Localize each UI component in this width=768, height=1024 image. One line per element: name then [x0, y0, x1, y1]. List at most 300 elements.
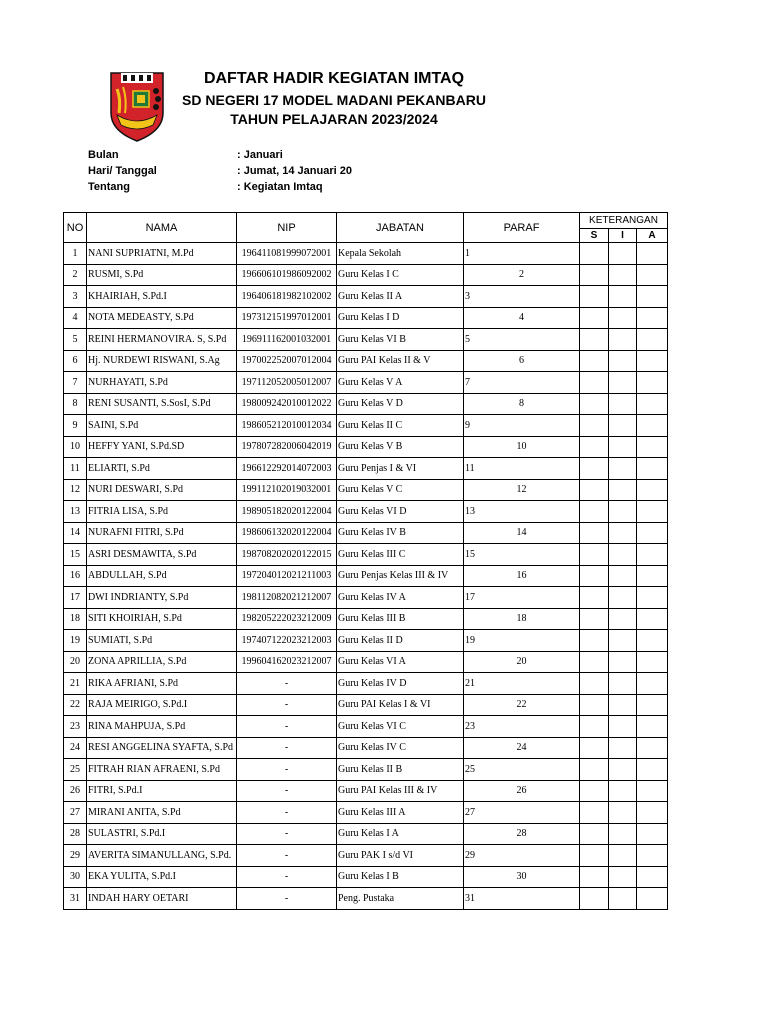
ket-s[interactable] [580, 780, 609, 802]
row-nama: RUSMI, S.Pd [87, 264, 237, 286]
row-paraf: 15 [464, 544, 580, 566]
table-row [64, 350, 668, 372]
ket-a[interactable] [637, 608, 668, 630]
row-nip: - [237, 888, 337, 910]
ket-a[interactable] [637, 436, 668, 458]
row-nama: NOTA MEDEASTY, S.Pd [87, 307, 237, 329]
ket-s[interactable] [580, 501, 609, 523]
table-row [64, 694, 668, 716]
ket-a[interactable] [637, 329, 668, 351]
row-jabatan: Guru Kelas V C [337, 479, 464, 501]
row-paraf: 2 [464, 264, 580, 286]
row-jabatan: Guru PAI Kelas III & IV [337, 780, 464, 802]
row-jabatan: Guru Kelas I D [337, 307, 464, 329]
row-nip: - [237, 780, 337, 802]
row-nip: 196606101986092002 [237, 264, 337, 286]
table-row [64, 780, 668, 802]
ket-a[interactable] [637, 651, 668, 673]
ket-a[interactable] [637, 694, 668, 716]
row-no: 4 [64, 307, 87, 329]
row-jabatan: Guru Kelas II B [337, 759, 464, 781]
ket-i[interactable] [609, 264, 637, 286]
row-jabatan: Guru Kelas I C [337, 264, 464, 286]
row-nama: INDAH HARY OETARI [87, 888, 237, 910]
row-paraf: 26 [464, 780, 580, 802]
ket-s[interactable] [580, 479, 609, 501]
ket-i[interactable] [609, 350, 637, 372]
ket-s[interactable] [580, 651, 609, 673]
table-row [64, 673, 668, 695]
row-jabatan: Guru Kelas V A [337, 372, 464, 394]
row-paraf: 29 [464, 845, 580, 867]
row-no: 29 [64, 845, 87, 867]
row-jabatan: Guru Kelas III C [337, 544, 464, 566]
meta-label: Tentang [88, 181, 130, 193]
table-row [64, 587, 668, 609]
row-jabatan: Guru PAK I s/d VI [337, 845, 464, 867]
ket-s[interactable] [580, 673, 609, 695]
row-nama: ABDULLAH, S.Pd [87, 565, 237, 587]
meta-label: Bulan [88, 149, 119, 161]
table-row [64, 415, 668, 437]
row-nama: ASRI DESMAWITA, S.Pd [87, 544, 237, 566]
row-no: 8 [64, 393, 87, 415]
ket-i[interactable] [609, 479, 637, 501]
col-header-paraf: PARAF [464, 213, 580, 243]
row-nama: KHAIRIAH, S.Pd.I [87, 286, 237, 308]
table-row [64, 866, 668, 888]
col-header-i: I [609, 229, 637, 243]
row-paraf: 27 [464, 802, 580, 824]
ket-a[interactable] [637, 372, 668, 394]
row-nip: - [237, 759, 337, 781]
row-nip: 197204012021211003 [237, 565, 337, 587]
ket-s[interactable] [580, 737, 609, 759]
table-row [64, 479, 668, 501]
ket-i[interactable] [609, 673, 637, 695]
meta-row-tentang [88, 179, 488, 195]
row-paraf: 1 [464, 243, 580, 265]
ket-s[interactable] [580, 286, 609, 308]
row-no: 3 [64, 286, 87, 308]
row-nama: SAINI, S.Pd [87, 415, 237, 437]
row-no: 13 [64, 501, 87, 523]
ket-a[interactable] [637, 286, 668, 308]
col-header-jabatan: JABATAN [337, 213, 464, 243]
row-jabatan: Guru Kelas V B [337, 436, 464, 458]
row-paraf: 16 [464, 565, 580, 587]
row-nip: 198009242010012022 [237, 393, 337, 415]
row-jabatan: Guru Kelas II D [337, 630, 464, 652]
row-no: 21 [64, 673, 87, 695]
ket-s[interactable] [580, 522, 609, 544]
row-nip: - [237, 694, 337, 716]
row-nama: NURAFNI FITRI, S.Pd [87, 522, 237, 544]
ket-s[interactable] [580, 544, 609, 566]
table-row [64, 544, 668, 566]
row-paraf: 17 [464, 587, 580, 609]
row-no: 7 [64, 372, 87, 394]
ket-s[interactable] [580, 415, 609, 437]
row-nip: 197807282006042019 [237, 436, 337, 458]
row-jabatan: Guru Kelas VI A [337, 651, 464, 673]
row-nip: - [237, 716, 337, 738]
row-no: 26 [64, 780, 87, 802]
row-nip: - [237, 737, 337, 759]
row-no: 25 [64, 759, 87, 781]
row-nama: NURI DESWARI, S.Pd [87, 479, 237, 501]
ket-a[interactable] [637, 587, 668, 609]
ket-i[interactable] [609, 802, 637, 824]
row-nip: - [237, 823, 337, 845]
row-jabatan: Guru Kelas I B [337, 866, 464, 888]
ket-a[interactable] [637, 823, 668, 845]
row-jabatan: Guru Penjas I & VI [337, 458, 464, 480]
table-row [64, 436, 668, 458]
ket-a[interactable] [637, 759, 668, 781]
row-jabatan: Guru Kelas I A [337, 823, 464, 845]
row-jabatan: Guru Kelas III A [337, 802, 464, 824]
row-nip: 198605212010012034 [237, 415, 337, 437]
row-nama: FITRAH RIAN AFRAENI, S.Pd [87, 759, 237, 781]
row-no: 28 [64, 823, 87, 845]
row-paraf: 5 [464, 329, 580, 351]
ket-i[interactable] [609, 608, 637, 630]
ket-a[interactable] [637, 845, 668, 867]
row-jabatan: Guru Kelas II C [337, 415, 464, 437]
col-header-keterangan: KETERANGAN [580, 213, 668, 229]
row-nama: EKA YULITA, S.Pd.I [87, 866, 237, 888]
row-jabatan: Guru Kelas VI D [337, 501, 464, 523]
ket-s[interactable] [580, 458, 609, 480]
ket-i[interactable] [609, 845, 637, 867]
ket-a[interactable] [637, 501, 668, 523]
row-paraf: 8 [464, 393, 580, 415]
ket-i[interactable] [609, 372, 637, 394]
row-no: 17 [64, 587, 87, 609]
row-nama: ELIARTI, S.Pd [87, 458, 237, 480]
table-row [64, 565, 668, 587]
ket-a[interactable] [637, 866, 668, 888]
row-no: 6 [64, 350, 87, 372]
row-jabatan: Guru PAI Kelas I & VI [337, 694, 464, 716]
table-row [64, 458, 668, 480]
ket-i[interactable] [609, 888, 637, 910]
meta-value: : Jumat, 14 Januari 20 [237, 165, 352, 177]
ket-i[interactable] [609, 780, 637, 802]
ket-i[interactable] [609, 415, 637, 437]
ket-i[interactable] [609, 329, 637, 351]
row-paraf: 30 [464, 866, 580, 888]
table-row [64, 501, 668, 523]
row-no: 12 [64, 479, 87, 501]
row-nama: RIKA AFRIANI, S.Pd [87, 673, 237, 695]
row-jabatan: Peng. Pustaka [337, 888, 464, 910]
ket-s[interactable] [580, 630, 609, 652]
row-jabatan: Guru Kelas V D [337, 393, 464, 415]
row-nip: 198205222023212009 [237, 608, 337, 630]
row-nama: RENI SUSANTI, S.SosI, S.Pd [87, 393, 237, 415]
row-no: 27 [64, 802, 87, 824]
meta-value: : Kegiatan Imtaq [237, 181, 323, 193]
ket-s[interactable] [580, 350, 609, 372]
row-no: 5 [64, 329, 87, 351]
row-paraf: 4 [464, 307, 580, 329]
ket-s[interactable] [580, 608, 609, 630]
ket-a[interactable] [637, 264, 668, 286]
row-nip: 197112052005012007 [237, 372, 337, 394]
row-nama: NURHAYATI, S.Pd [87, 372, 237, 394]
row-jabatan: Guru Kelas VI B [337, 329, 464, 351]
row-nama: RAJA MEIRIGO, S.Pd.I [87, 694, 237, 716]
ket-i[interactable] [609, 436, 637, 458]
table-row [64, 608, 668, 630]
row-nama: HEFFY YANI, S.Pd.SD [87, 436, 237, 458]
ket-i[interactable] [609, 501, 637, 523]
meta-info [88, 147, 488, 195]
row-paraf: 23 [464, 716, 580, 738]
col-header-nama: NAMA [87, 213, 237, 243]
ket-i[interactable] [609, 823, 637, 845]
row-nip: - [237, 866, 337, 888]
ket-s[interactable] [580, 329, 609, 351]
row-paraf: 19 [464, 630, 580, 652]
row-nip: 199604162023212007 [237, 651, 337, 673]
ket-i[interactable] [609, 307, 637, 329]
row-nama: NANI SUPRIATNI, M.Pd [87, 243, 237, 265]
table-row [64, 372, 668, 394]
table-row [64, 393, 668, 415]
ket-a[interactable] [637, 673, 668, 695]
row-no: 31 [64, 888, 87, 910]
row-paraf: 13 [464, 501, 580, 523]
row-nama: SUMIATI, S.Pd [87, 630, 237, 652]
ket-s[interactable] [580, 716, 609, 738]
ket-a[interactable] [637, 522, 668, 544]
row-no: 16 [64, 565, 87, 587]
row-nip: 198708202020122015 [237, 544, 337, 566]
ket-a[interactable] [637, 415, 668, 437]
ket-i[interactable] [609, 694, 637, 716]
ket-i[interactable] [609, 544, 637, 566]
row-nama: FITRIA LISA, S.Pd [87, 501, 237, 523]
row-nip: 199112102019032001 [237, 479, 337, 501]
row-no: 22 [64, 694, 87, 716]
ket-i[interactable] [609, 243, 637, 265]
row-paraf: 22 [464, 694, 580, 716]
ket-i[interactable] [609, 651, 637, 673]
ket-s[interactable] [580, 823, 609, 845]
ket-a[interactable] [637, 565, 668, 587]
row-jabatan: Guru PAI Kelas II & V [337, 350, 464, 372]
row-no: 11 [64, 458, 87, 480]
ket-s[interactable] [580, 866, 609, 888]
row-no: 14 [64, 522, 87, 544]
col-header-nip: NIP [237, 213, 337, 243]
ket-s[interactable] [580, 264, 609, 286]
row-jabatan: Guru Penjas Kelas III & IV [337, 565, 464, 587]
table-row [64, 845, 668, 867]
ket-a[interactable] [637, 350, 668, 372]
meta-label: Hari/ Tanggal [88, 165, 157, 177]
ket-a[interactable] [637, 544, 668, 566]
ket-i[interactable] [609, 393, 637, 415]
row-nip: 198905182020122004 [237, 501, 337, 523]
ket-i[interactable] [609, 286, 637, 308]
row-nama: DWI INDRIANTY, S.Pd [87, 587, 237, 609]
row-nip: 197312151997012001 [237, 307, 337, 329]
ket-a[interactable] [637, 393, 668, 415]
row-nip: - [237, 673, 337, 695]
row-paraf: 18 [464, 608, 580, 630]
table-row [64, 286, 668, 308]
row-paraf: 28 [464, 823, 580, 845]
ket-s[interactable] [580, 372, 609, 394]
row-no: 23 [64, 716, 87, 738]
table-row [64, 630, 668, 652]
row-paraf: 20 [464, 651, 580, 673]
table-row [64, 823, 668, 845]
attendance-rows [64, 243, 668, 910]
academic-year: TAHUN PELAJARAN 2023/2024 [230, 111, 438, 127]
row-nama: RINA MAHPUJA, S.Pd [87, 716, 237, 738]
row-no: 20 [64, 651, 87, 673]
row-paraf: 31 [464, 888, 580, 910]
ket-i[interactable] [609, 759, 637, 781]
row-paraf: 11 [464, 458, 580, 480]
row-paraf: 9 [464, 415, 580, 437]
row-nama: ZONA APRILLIA, S.Pd [87, 651, 237, 673]
row-nama: MIRANI ANITA, S.Pd [87, 802, 237, 824]
ket-a[interactable] [637, 737, 668, 759]
ket-a[interactable] [637, 243, 668, 265]
row-no: 30 [64, 866, 87, 888]
ket-s[interactable] [580, 802, 609, 824]
row-no: 2 [64, 264, 87, 286]
table-row [64, 651, 668, 673]
ket-i[interactable] [609, 587, 637, 609]
row-paraf: 7 [464, 372, 580, 394]
row-jabatan: Guru Kelas IV B [337, 522, 464, 544]
ket-a[interactable] [637, 630, 668, 652]
table-row [64, 522, 668, 544]
row-nama: Hj. NURDEWI RISWANI, S.Ag [87, 350, 237, 372]
table-row [64, 716, 668, 738]
row-paraf: 12 [464, 479, 580, 501]
ket-s[interactable] [580, 759, 609, 781]
row-no: 19 [64, 630, 87, 652]
ket-i[interactable] [609, 565, 637, 587]
table-row [64, 888, 668, 910]
ket-a[interactable] [637, 307, 668, 329]
row-nip: 196406181982102002 [237, 286, 337, 308]
table-row [64, 307, 668, 329]
ket-a[interactable] [637, 716, 668, 738]
ket-a[interactable] [637, 479, 668, 501]
meta-value: : Januari [237, 149, 283, 161]
row-nip: 198606132020122004 [237, 522, 337, 544]
ket-i[interactable] [609, 866, 637, 888]
meta-row-bulan [88, 147, 488, 163]
row-nama: SULASTRI, S.Pd.I [87, 823, 237, 845]
document-title: DAFTAR HADIR KEGIATAN IMTAQ [203, 70, 465, 87]
row-no: 10 [64, 436, 87, 458]
row-no: 1 [64, 243, 87, 265]
row-paraf: 14 [464, 522, 580, 544]
row-no: 18 [64, 608, 87, 630]
row-paraf: 25 [464, 759, 580, 781]
row-nama: FITRI, S.Pd.I [87, 780, 237, 802]
row-jabatan: Guru Kelas IV D [337, 673, 464, 695]
ket-i[interactable] [609, 630, 637, 652]
col-header-no: NO [64, 213, 87, 243]
ket-s[interactable] [580, 694, 609, 716]
ket-s[interactable] [580, 565, 609, 587]
meta-row-tanggal [88, 163, 488, 179]
row-paraf: 21 [464, 673, 580, 695]
ket-s[interactable] [580, 393, 609, 415]
row-nama: RESI ANGGELINA SYAFTA, S.Pd [87, 737, 237, 759]
ket-i[interactable] [609, 458, 637, 480]
row-nip: 196411081999072001 [237, 243, 337, 265]
row-nip: 197002252007012004 [237, 350, 337, 372]
row-nip: - [237, 845, 337, 867]
ket-s[interactable] [580, 243, 609, 265]
row-no: 24 [64, 737, 87, 759]
table-row [64, 737, 668, 759]
col-header-s: S [580, 229, 609, 243]
row-nama: AVERITA SIMANULLANG, S.Pd. [87, 845, 237, 867]
table-row [64, 329, 668, 351]
row-nama: REINI HERMANOVIRA. S, S.Pd [87, 329, 237, 351]
row-nama: SITI KHOIRIAH, S.Pd [87, 608, 237, 630]
ket-i[interactable] [609, 737, 637, 759]
row-paraf: 6 [464, 350, 580, 372]
row-nip: 198112082021212007 [237, 587, 337, 609]
school-name: SD NEGERI 17 MODEL MADANI PEKANBARU [182, 92, 486, 108]
table-row [64, 264, 668, 286]
ket-a[interactable] [637, 458, 668, 480]
attendance-table [63, 212, 668, 910]
table-row [64, 759, 668, 781]
ket-s[interactable] [580, 307, 609, 329]
ket-s[interactable] [580, 587, 609, 609]
ket-a[interactable] [637, 888, 668, 910]
col-header-a: A [637, 229, 668, 243]
ket-a[interactable] [637, 780, 668, 802]
ket-s[interactable] [580, 436, 609, 458]
ket-s[interactable] [580, 888, 609, 910]
row-no: 9 [64, 415, 87, 437]
row-nip: 196911162001032001 [237, 329, 337, 351]
row-nip: 196612292014072003 [237, 458, 337, 480]
row-no: 15 [64, 544, 87, 566]
row-jabatan: Guru Kelas VI C [337, 716, 464, 738]
row-jabatan: Guru Kelas II A [337, 286, 464, 308]
row-nip: - [237, 802, 337, 824]
row-nip: 197407122023212003 [237, 630, 337, 652]
table-row [64, 802, 668, 824]
ket-a[interactable] [637, 802, 668, 824]
ket-i[interactable] [609, 716, 637, 738]
row-paraf: 24 [464, 737, 580, 759]
row-paraf: 3 [464, 286, 580, 308]
row-jabatan: Kepala Sekolah [337, 243, 464, 265]
row-jabatan: Guru Kelas IV A [337, 587, 464, 609]
ket-i[interactable] [609, 522, 637, 544]
row-jabatan: Guru Kelas III B [337, 608, 464, 630]
ket-s[interactable] [580, 845, 609, 867]
